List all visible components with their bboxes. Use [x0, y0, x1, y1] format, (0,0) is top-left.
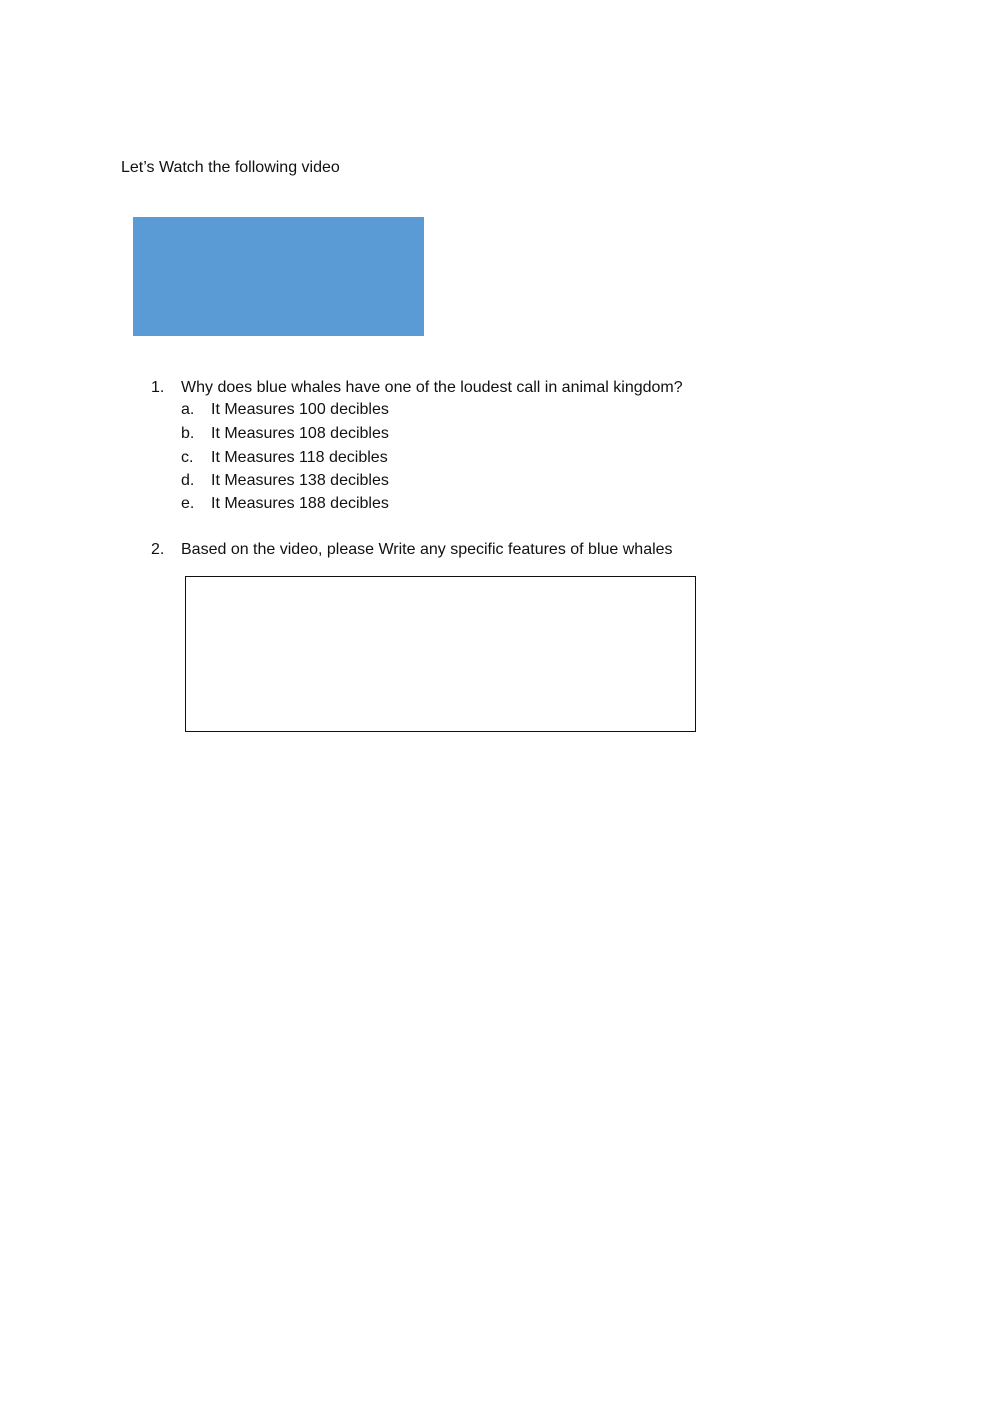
option-text: It Measures 188 decibles	[211, 495, 389, 512]
option-letter: c.	[181, 449, 194, 466]
option-text: It Measures 118 decibles	[211, 449, 388, 466]
option-letter: b.	[181, 425, 195, 442]
option-text: It Measures 108 decibles	[211, 425, 389, 442]
video-placeholder[interactable]	[133, 217, 424, 336]
option-letter: e.	[181, 495, 195, 512]
option-letter: a.	[181, 401, 195, 418]
option-text: It Measures 100 decibles	[211, 401, 389, 418]
option-letter: d.	[181, 472, 195, 489]
option-text: It Measures 138 decibles	[211, 472, 389, 489]
intro-text: Let’s Watch the following video	[121, 159, 340, 176]
question-text: Why does blue whales have one of the loudest call in animal kingdom?	[181, 379, 683, 396]
question-number: 2.	[151, 541, 165, 558]
question-number: 1.	[151, 379, 165, 396]
question-text: Based on the video, please Write any specific features of blue whales	[181, 541, 673, 558]
answer-textbox[interactable]	[185, 576, 696, 732]
